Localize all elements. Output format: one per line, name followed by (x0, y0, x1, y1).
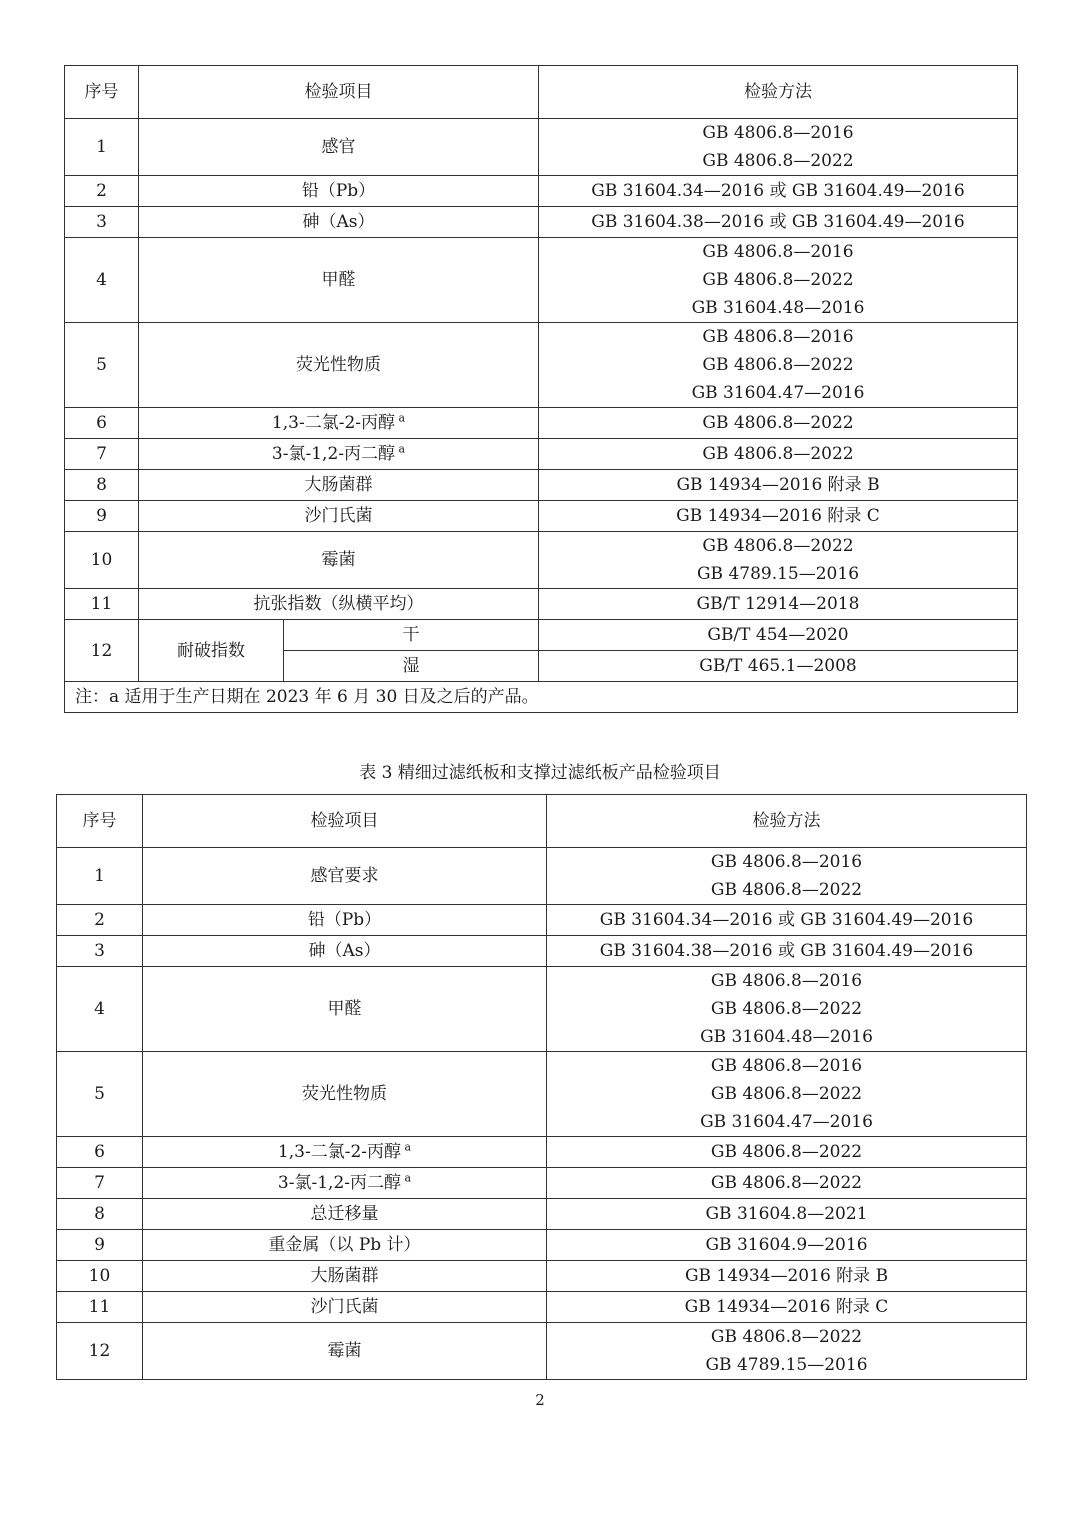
table-row (57, 967, 1027, 1052)
method-line: GB 14934—2016 附录 B (676, 475, 880, 495)
no-cell: 3 (57, 936, 143, 967)
method-cell (547, 1230, 1027, 1261)
method-cell (547, 1323, 1027, 1380)
method-line: GB 4806.8—2022 (702, 355, 854, 375)
method-line: GB 31604.48—2016 (691, 298, 865, 318)
table-header-row (57, 795, 1027, 848)
table-row (57, 1292, 1027, 1323)
header-no: 序号 (65, 66, 139, 119)
no-cell: 6 (57, 1137, 143, 1168)
method-line: GB 4806.8—2022 (702, 151, 854, 171)
method-cell (547, 936, 1027, 967)
no-cell: 4 (65, 238, 139, 323)
no-cell: 8 (57, 1199, 143, 1230)
no-cell: 2 (57, 905, 143, 936)
method-line: GB 4806.8—2022 (710, 1142, 863, 1162)
item-cell: 1,3-二氯-2-丙醇 $^a$ (143, 1137, 547, 1168)
method-line: GB 31604.48—2016 (700, 1027, 873, 1047)
no-cell: 12 (57, 1323, 143, 1380)
item-cell: 砷（As） (139, 207, 539, 238)
table-row (57, 1168, 1027, 1199)
table-row (57, 1199, 1027, 1230)
table-header-row (65, 66, 1018, 119)
table-row (65, 532, 1018, 589)
sub-item-cell: 干 (284, 620, 539, 651)
method-line: GB 4806.8—2016 (710, 852, 863, 872)
item-cell: 大肠菌群 (143, 1261, 547, 1292)
table-row (65, 470, 1018, 501)
table-row (57, 905, 1027, 936)
footnote-marker: a (395, 442, 406, 456)
item-cell: 1,3-二氯-2-丙醇 $^a$ (139, 408, 539, 439)
item-cell: 铅（Pb） (139, 176, 539, 207)
method-line: GB 4806.8—2022 (702, 536, 854, 556)
table-row (65, 439, 1018, 470)
no-cell: 11 (65, 589, 139, 620)
item-cell: 霉菌 (143, 1323, 547, 1380)
method-cell (547, 848, 1027, 905)
method-cell (539, 532, 1018, 589)
item-cell: 重金属（以 Pb 计） (143, 1230, 547, 1261)
method-line: GB 31604.34—2016 或 GB 31604.49—2016 (599, 910, 974, 930)
no-cell: 2 (65, 176, 139, 207)
method-line: GB 4806.8—2022 (710, 1173, 863, 1193)
header-item: 检验项目 (139, 66, 539, 119)
method-line: GB 31604.9—2016 (705, 1235, 868, 1255)
table-row (57, 1323, 1027, 1380)
table-row (65, 119, 1018, 176)
method-line: GB 4789.15—2016 (705, 1355, 868, 1375)
method-line: GB 4806.8—2022 (710, 999, 863, 1019)
table-row (65, 408, 1018, 439)
note-row (65, 682, 1018, 713)
no-cell: 11 (57, 1292, 143, 1323)
method-cell (547, 905, 1027, 936)
method-line: GB 4806.8—2022 (710, 880, 863, 900)
table-row (57, 848, 1027, 905)
method-cell (539, 470, 1018, 501)
table-row (65, 501, 1018, 532)
table-row (57, 936, 1027, 967)
inspection-table-3 (56, 794, 1027, 1380)
method-cell (539, 238, 1018, 323)
method-cell (539, 501, 1018, 532)
method-line: GB/T 454—2020 (707, 625, 849, 645)
method-cell (547, 1261, 1027, 1292)
no-cell: 12 (65, 620, 139, 682)
item-cell: 砷（As） (143, 936, 547, 967)
no-cell: 5 (65, 323, 139, 408)
no-cell: 5 (57, 1052, 143, 1137)
no-cell: 7 (65, 439, 139, 470)
header-item: 检验项目 (143, 795, 547, 848)
method-line: GB 4806.8—2016 (702, 242, 854, 262)
method-line: GB 4806.8—2022 (702, 270, 854, 290)
method-line: GB 14934—2016 附录 B (684, 1266, 889, 1286)
footnote-marker: a (395, 411, 406, 425)
table-row (65, 207, 1018, 238)
table-row (57, 1230, 1027, 1261)
method-line: GB 4806.8—2016 (702, 327, 854, 347)
method-cell (539, 323, 1018, 408)
item-cell: 耐破指数 (139, 620, 284, 682)
method-cell (547, 1052, 1027, 1137)
method-cell (547, 1168, 1027, 1199)
item-cell: 荧光性物质 (139, 323, 539, 408)
table-row (57, 1261, 1027, 1292)
table-3-caption: 表 3 精细过滤纸板和支撑过滤纸板产品检验项目 (359, 763, 721, 783)
method-cell (539, 589, 1018, 620)
footnote-marker: a (401, 1140, 412, 1154)
item-cell: 3-氯-1,2-丙二醇 $^a$ (143, 1168, 547, 1199)
table-row (65, 589, 1018, 620)
no-cell: 9 (65, 501, 139, 532)
method-line: GB 4806.8—2022 (710, 1327, 863, 1347)
no-cell: 7 (57, 1168, 143, 1199)
item-cell: 抗张指数（纵横平均） (139, 589, 539, 620)
table-row (57, 1052, 1027, 1137)
table-row (57, 1137, 1027, 1168)
item-cell: 甲醛 (143, 967, 547, 1052)
method-line: GB 31604.47—2016 (700, 1112, 873, 1132)
sub-item-cell: 湿 (284, 651, 539, 682)
method-cell (547, 1292, 1027, 1323)
method-line: GB 14934—2016 附录 C (684, 1297, 889, 1317)
item-cell: 沙门氏菌 (143, 1292, 547, 1323)
method-cell (539, 651, 1018, 682)
item-cell: 铅（Pb） (143, 905, 547, 936)
method-cell (539, 176, 1018, 207)
method-line: GB 4806.8—2022 (702, 413, 854, 433)
page-number: 2 (535, 1391, 545, 1409)
item-cell: 大肠菌群 (139, 470, 539, 501)
no-cell: 1 (57, 848, 143, 905)
table-row (65, 323, 1018, 408)
table-note: 注：a 适用于生产日期在 2023 年 6 月 30 日及之后的产品。 (65, 682, 1018, 713)
method-cell (539, 620, 1018, 651)
no-cell: 6 (65, 408, 139, 439)
no-cell: 10 (57, 1261, 143, 1292)
method-cell (539, 207, 1018, 238)
method-line: GB 31604.38—2016 或 GB 31604.49—2016 (599, 941, 974, 961)
method-line: GB 4789.15—2016 (696, 564, 860, 584)
header-no: 序号 (57, 795, 143, 848)
no-cell: 1 (65, 119, 139, 176)
header-method: 检验方法 (539, 66, 1018, 119)
method-line: GB/T 12914—2018 (696, 594, 860, 614)
no-cell: 9 (57, 1230, 143, 1261)
item-cell: 荧光性物质 (143, 1052, 547, 1137)
table-row (65, 176, 1018, 207)
method-line: GB/T 465.1—2008 (699, 656, 857, 676)
item-cell: 甲醛 (139, 238, 539, 323)
method-line: GB 4806.8—2022 (702, 444, 854, 464)
no-cell: 8 (65, 470, 139, 501)
item-cell: 总迁移量 (143, 1199, 547, 1230)
no-cell: 3 (65, 207, 139, 238)
method-cell (547, 967, 1027, 1052)
method-line: GB 4806.8—2016 (710, 1056, 863, 1076)
no-cell: 4 (57, 967, 143, 1052)
method-cell (539, 408, 1018, 439)
method-line: GB 4806.8—2022 (710, 1084, 863, 1104)
method-line: GB 4806.8—2016 (702, 123, 854, 143)
item-cell: 感官 (139, 119, 539, 176)
method-line: GB 31604.8—2021 (705, 1204, 868, 1224)
no-cell: 10 (65, 532, 139, 589)
item-cell: 霉菌 (139, 532, 539, 589)
method-line: GB 31604.34—2016 或 GB 31604.49—2016 (591, 181, 965, 201)
item-cell: 沙门氏菌 (139, 501, 539, 532)
method-line: GB 4806.8—2016 (710, 971, 863, 991)
method-cell (539, 439, 1018, 470)
method-line: GB 14934—2016 附录 C (676, 506, 880, 526)
item-cell: 感官要求 (143, 848, 547, 905)
method-cell (547, 1137, 1027, 1168)
table-row (65, 238, 1018, 323)
method-cell (539, 119, 1018, 176)
method-line: GB 31604.47—2016 (691, 383, 865, 403)
method-cell (547, 1199, 1027, 1230)
item-cell: 3-氯-1,2-丙二醇 $^a$ (139, 439, 539, 470)
header-method: 检验方法 (547, 795, 1027, 848)
inspection-table-1 (64, 65, 1018, 713)
table-row (65, 620, 1018, 651)
method-line: GB 31604.38—2016 或 GB 31604.49—2016 (591, 212, 965, 232)
footnote-marker: a (401, 1171, 412, 1185)
